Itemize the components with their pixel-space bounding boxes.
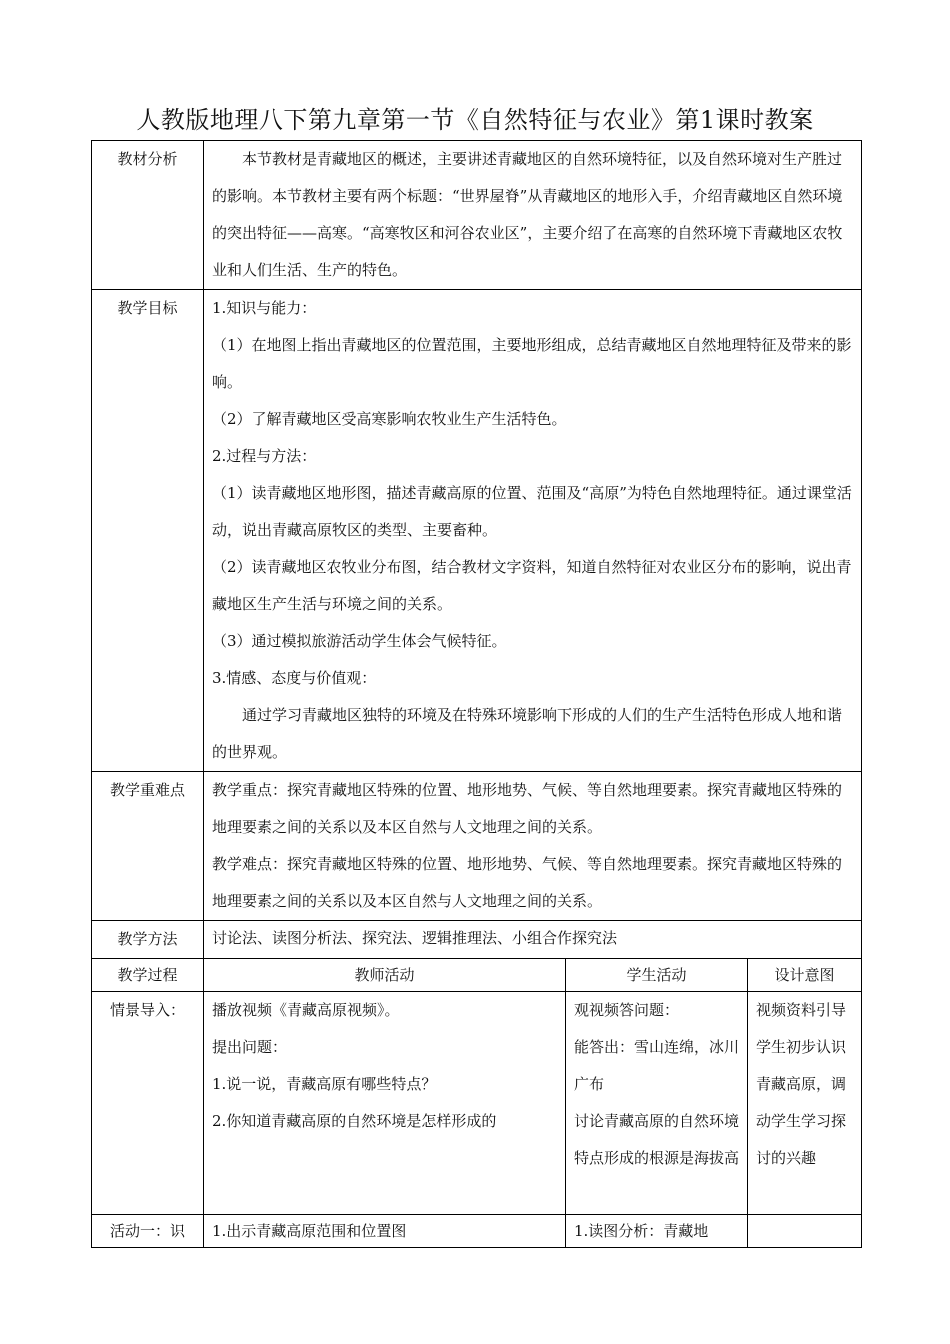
teacher-line: 播放视频《青藏高原视频》。 [212, 1001, 400, 1019]
goal-line: （1）在地图上指出青藏地区的位置范围，主要地形组成，总结青藏地区自然地理特征及带来的影响。 [212, 336, 852, 391]
design-text: 视频资料引导学生初步认识青藏高原，调动学生学习探讨的兴趣 [756, 1001, 847, 1167]
intro-student [566, 992, 748, 1215]
goals-label: 教学目标 [92, 290, 204, 772]
activity1-label: 活动一：识 [92, 1215, 204, 1248]
student-line: 观视频答问题： [574, 1001, 680, 1019]
teacher-line: 2.你知道青藏高原的自然环境是怎样形成的 [212, 1112, 497, 1130]
row-goals [92, 290, 862, 772]
document-title: 人教版地理八下第九章第一节《自然特征与农业》第1课时教案 [136, 106, 814, 134]
keypoints-content [204, 772, 862, 921]
process-header-col1: 教学过程 [92, 959, 204, 992]
method-text: 讨论法、读图分析法、探究法、逻辑推理法、小组合作探究法 [204, 921, 862, 959]
student-line: 能答出：雪山连绵，冰川广布 [574, 1038, 740, 1093]
row-activity1 [92, 1215, 862, 1248]
row-analysis [92, 141, 862, 290]
row-intro [92, 992, 862, 1215]
analysis-content [204, 141, 862, 290]
goal-line: （3）通过模拟旅游活动学生体会气候特征。 [212, 632, 507, 650]
teacher-line: 提出问题： [212, 1038, 288, 1056]
process-header-col2: 教师活动 [204, 959, 566, 992]
goal-line: （1）读青藏地区地形图，描述青藏高原的位置、范围及“高原”为特色自然地理特征。通过课堂活动，说出青藏高原牧区的类型、主要畜种。 [212, 484, 852, 539]
goal-line: 1.知识与能力： [212, 299, 317, 317]
goal-line: 3.情感、态度与价值观： [212, 669, 377, 687]
intro-teacher [204, 992, 566, 1215]
difficult-point-text: 教学难点：探究青藏地区特殊的位置、地形地势、气候、等自然地理要素。探究青藏地区特殊的地理要素之间的关系以及本区自然与人文地理之间的关系。 [212, 855, 843, 910]
row-process-header [92, 959, 862, 992]
goal-line: （2）了解青藏地区受高寒影响农牧业生产生活特色。 [212, 410, 567, 428]
goal-line: （2）读青藏地区农牧业分布图，结合教材文字资料，知道自然特征对农业区分布的影响，说出青藏地区生产生活与环境之间的关系。 [212, 558, 852, 613]
lesson-plan-table [91, 140, 862, 1248]
intro-design [748, 992, 862, 1215]
teacher-line: 1.说一说，青藏高原有哪些特点？ [212, 1075, 437, 1093]
goals-content [204, 290, 862, 772]
goal-line: 2.过程与方法： [212, 447, 317, 465]
activity1-teacher: 1.出示青藏高原范围和位置图 [204, 1215, 566, 1248]
analysis-label: 教材分析 [92, 141, 204, 290]
student-line: 讨论青藏高原的自然环境特点形成的根源是海拔高 [574, 1112, 740, 1167]
process-header-col4: 设计意图 [748, 959, 862, 992]
row-keypoints [92, 772, 862, 921]
method-label: 教学方法 [92, 921, 204, 959]
activity1-design [748, 1215, 862, 1248]
analysis-text: 本节教材是青藏地区的概述，主要讲述青藏地区的自然环境特征，以及自然环境对生产胜过的影响。本节教材主要有两个标题：“世界屋脊”从青藏地区的地形入手，介绍青藏地区自然环境的突出特征——高寒。“高寒牧区和河谷农业区”，主要介绍了在高寒的自然环境下青藏地区农牧业和人们生活、生产的特色。 [212, 150, 843, 279]
keypoints-label: 教学重难点 [92, 772, 204, 921]
intro-label: 情景导入： [92, 992, 204, 1215]
process-header-col3: 学生活动 [566, 959, 748, 992]
row-method [92, 921, 862, 959]
activity1-student: 1.读图分析：青藏地 [566, 1215, 748, 1248]
goal-line: 通过学习青藏地区独特的环境及在特殊环境影响下形成的人们的生产生活特色形成人地和谐的世界观。 [212, 706, 843, 761]
key-point-text: 教学重点：探究青藏地区特殊的位置、地形地势、气候、等自然地理要素。探究青藏地区特殊的地理要素之间的关系以及本区自然与人文地理之间的关系。 [212, 781, 843, 836]
